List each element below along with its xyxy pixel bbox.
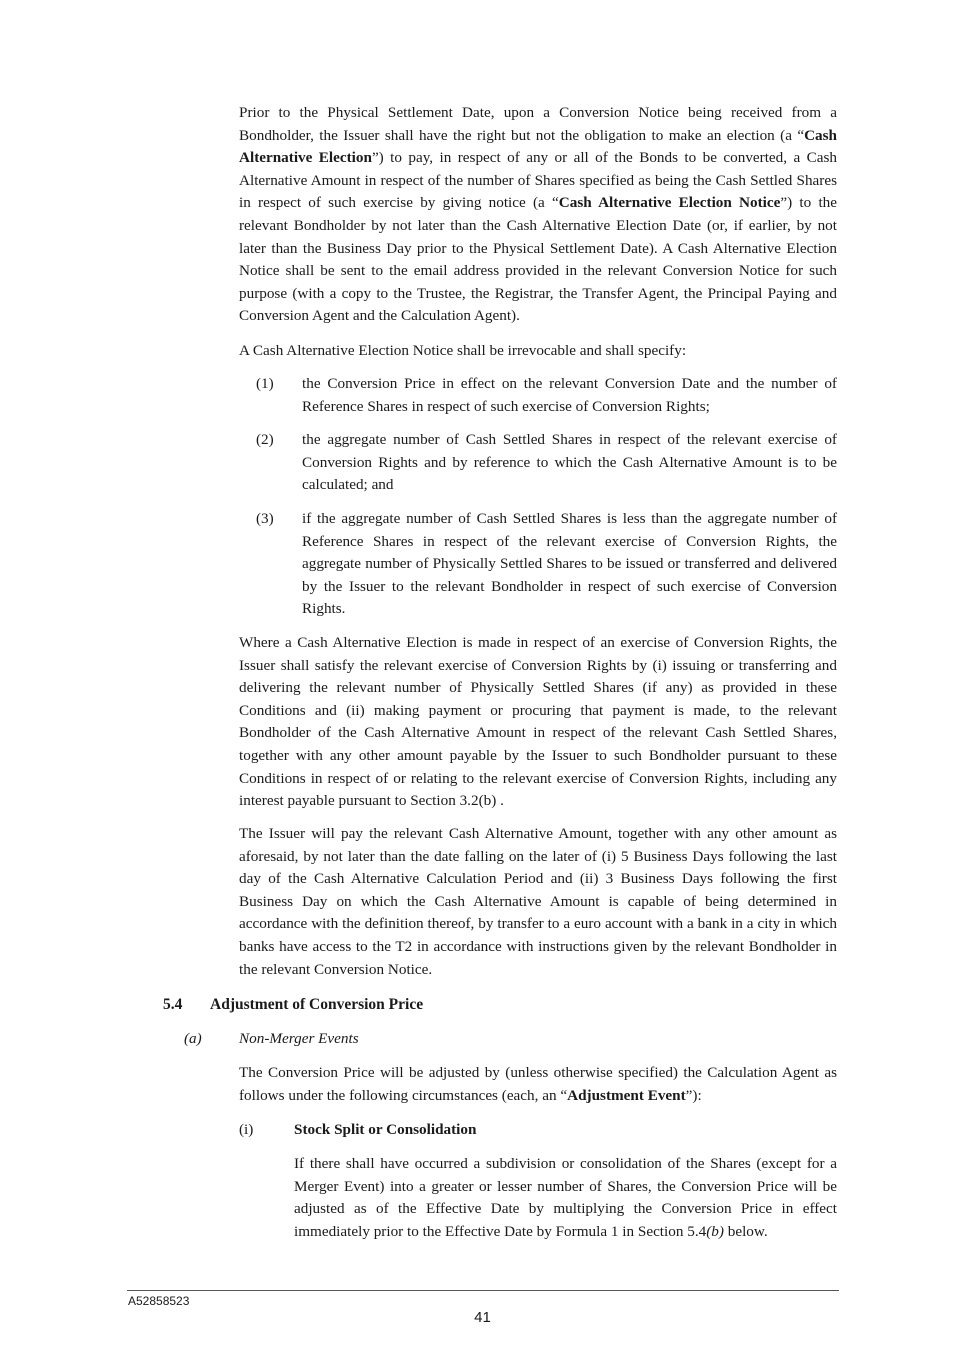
clause-number: (i) [239, 1121, 254, 1138]
italic-reference: (b) [706, 1222, 724, 1240]
list-item-number: (2) [256, 431, 274, 448]
defined-term: Adjustment Event [567, 1086, 686, 1104]
list-item-text: the aggregate number of Cash Settled Shares in respect of the relevant exercise of Conversion Rights and by reference to which the Cash Alternative Amount is to be calculated; and [302, 431, 837, 494]
document-id: A52858523 [128, 1294, 190, 1308]
paragraph-adjustment-event [239, 1062, 837, 1107]
paragraph-satisfy-conversion: Where a Cash Alternative Election is made in respect of an exercise of Conversion Rights, the Issuer shall satisfy the relevant exercise of Conversion Rights by (i) issuing or transferring and delivering the relevant number of Physically Settled Shares (if any) as provided in these Conditions and (ii) making payment or procuring that payment is made, to the relevant Bondholder of the Cash Alternative Amount in respect of the relevant Cash Settled Shares, together with any other amount payable by the Issuer to such Bondholder pursuant to these Conditions in respect of or relating to the relevant exercise of Conversion Rights, including any interest payable pursuant to Section 3.2(b) . [239, 634, 837, 810]
text-run: below. [723, 1222, 768, 1240]
list-item-number: (1) [256, 375, 274, 392]
section-title: Adjustment of Conversion Price [210, 996, 424, 1013]
defined-term: Cash Alternative Election [239, 126, 837, 167]
defined-term: Cash Alternative Election Notice [558, 194, 781, 212]
text-run: ”): [685, 1086, 702, 1104]
text-run: Prior to the Physical Settlement Date, upon a Conversion Notice being received from a Bondholder, the Issuer shall have the right but not the obligation to make an election (a “ [239, 104, 837, 144]
subsection-number: (a) [184, 1030, 202, 1047]
text-run: The Conversion Price will be adjusted by (unless otherwise specified) the Calculation Agent as follows under the following circumstances (each, an “ [239, 1064, 837, 1104]
list-item-text: if the aggregate number of Cash Settled Shares is less than the aggregate number of Reference Shares in respect of the relevant exercise of Conversion Rights, the aggregate number of Physically Settled Shares to be issued or transferred and delivered by the Issuer to the relevant Bondholder in respect of such exercise of Conversion Rights. [302, 510, 837, 618]
text-run: ”) to the relevant Bondholder by not later than the Cash Alternative Election Date (or, if earlier, by not later than the Business Day prior to the Physical Settlement Date). A Cash Alternative Election Notice shall be sent to the email address provided in the relevant Conversion Notice for such purpose (with a copy to the Trustee, the Registrar, the Transfer Agent, the Principal Paying and Conversion Agent and the Calculation Agent). [239, 194, 838, 325]
text-run: If there shall have occurred a subdivision or consolidation of the Shares (except for a Merger Event) into a greater or lesser number of Shares, the Conversion Price will be adjusted as of the Effective Date by multiplying the Conversion Price in effect immediately prior to the Effective Date by Formula 1 in Section 5.4 [294, 1155, 837, 1240]
paragraph-notice-irrevocable: A Cash Alternative Election Notice shall be irrevocable and shall specify: [239, 342, 687, 359]
paragraph-payment-timing: The Issuer will pay the relevant Cash Alternative Amount, together with any other amount as aforesaid, by not later than the date falling on the later of (i) 5 Business Days following the last day of the Cash Alternative Calculation Period and (ii) 3 Business Days following the first Business Day on which the Cash Alternative Amount is capable of being determined in accordance with the definition thereof, by transfer to a euro account with a bank in a city in which banks have access to the T2 in accordance with instructions given by the relevant Bondholder in the relevant Conversion Notice. [239, 825, 837, 978]
subsection-title: Non-Merger Events [239, 1030, 359, 1047]
clause-title: Stock Split or Consolidation [294, 1121, 477, 1138]
text-run: ”) to pay, in respect of any or all of the Bonds to be converted, a Cash Alternative Amount in respect of the number of Shares specified as being the Cash Settled Shares in respect of such exercise by giving notice (a “ [239, 149, 837, 212]
paragraph-stock-split [294, 1153, 837, 1243]
page-number: 41 [474, 1309, 491, 1326]
list-item-text: the Conversion Price in effect on the relevant Conversion Date and the number of Reference Shares in respect of such exercise of Conversion Rights; [302, 375, 837, 415]
footer-divider [127, 1290, 839, 1291]
list-item-number: (3) [256, 510, 274, 527]
paragraph-cash-alternative-election [239, 102, 837, 328]
section-number: 5.4 [163, 996, 183, 1013]
